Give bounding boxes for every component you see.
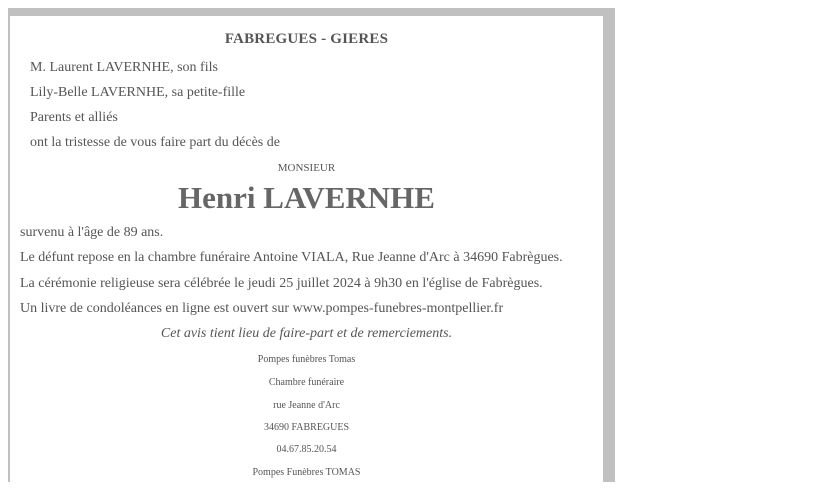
closing-statement: Cet avis tient lieu de faire-part et de remerciements. xyxy=(160,326,453,341)
family-line: Parents et alliés xyxy=(30,110,118,125)
footer-phone: 04.67.85.20.54 xyxy=(276,444,337,455)
detail-line: survenu à l'âge de 89 ans. xyxy=(20,225,164,240)
notice-header: FABREGUES - GIERES xyxy=(224,31,389,47)
announcement-line: ont la tristesse de vous faire part du décès de xyxy=(30,135,280,150)
footer-line: 34690 FABREGUES xyxy=(263,422,350,433)
deceased-name: Henri LAVERNHE xyxy=(178,180,435,215)
family-line: M. Laurent LAVERNHE, son fils xyxy=(30,60,218,75)
family-line: Lily-Belle LAVERNHE, sa petite-fille xyxy=(30,85,246,100)
detail-line: Le défunt repose en la chambre funéraire Antoine VIALA, Rue Jeanne d'Arc à 34690 Fabrègues. xyxy=(20,250,563,265)
footer-line: rue Jeanne d'Arc xyxy=(273,400,340,411)
detail-line: La cérémonie religieuse sera célébrée le jeudi 25 juillet 2024 à 9h30 en l'église de Fabrègues. xyxy=(20,276,543,291)
obituary-notice xyxy=(10,16,603,482)
deceased-title: MONSIEUR xyxy=(277,162,336,174)
footer-line: Chambre funéraire xyxy=(268,377,345,388)
footer-line: Pompes Funèbres TOMAS xyxy=(252,467,361,478)
condolence-link-line: Un livre de condoléances en ligne est ouvert sur www.pompes-funebres-montpellier.fr xyxy=(20,301,504,316)
notice-frame xyxy=(8,8,615,482)
footer-line: Pompes funèbres Tomas xyxy=(257,354,356,365)
